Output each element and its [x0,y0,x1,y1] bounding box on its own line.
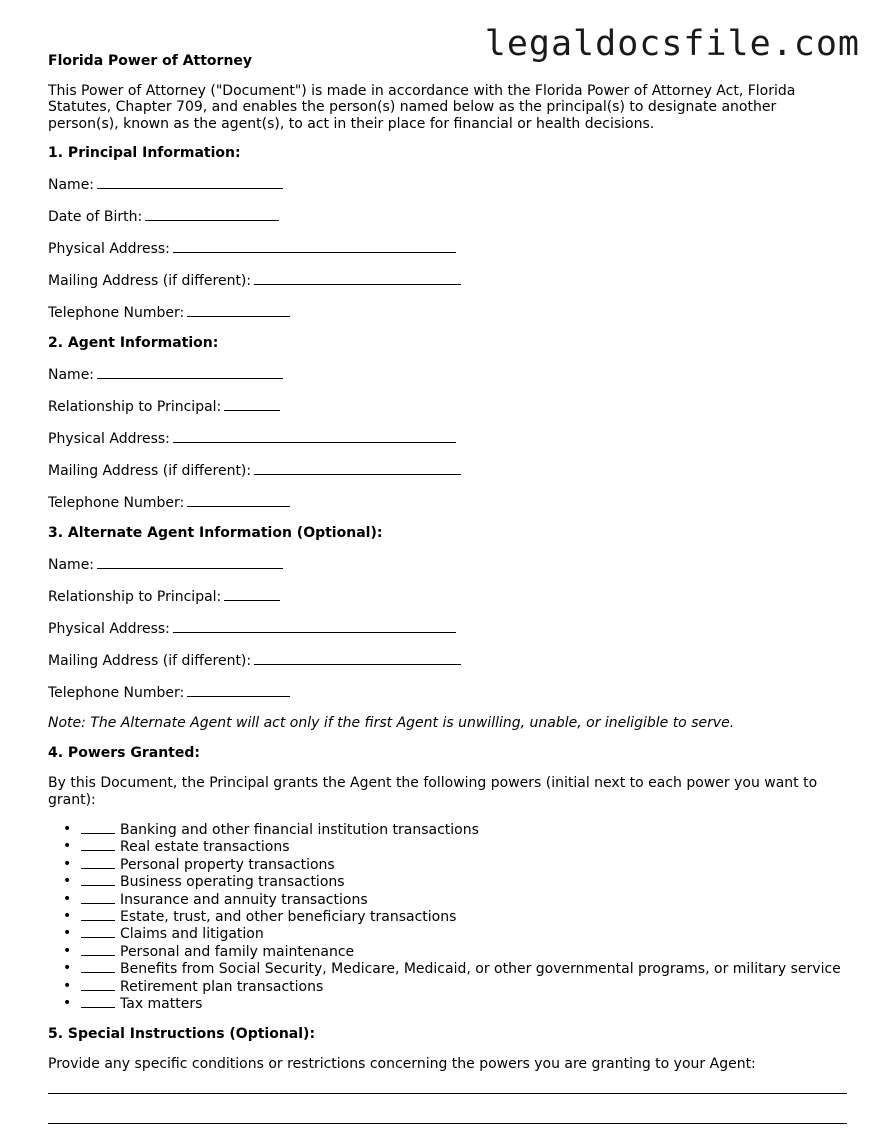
document-body [48,53,848,1124]
power-label: Personal and family maintenance [120,943,355,960]
list-item [81,908,848,925]
initial-blank[interactable] [81,891,115,904]
principal-dob-field [48,207,848,226]
alternate-agent-name-field [48,555,848,574]
power-label: Claims and litigation [120,926,264,943]
principal-name-blank[interactable] [97,175,283,189]
power-label: Benefits from Social Security, Medicare, Medicaid, or other governmental programs, or military service [120,961,841,978]
list-item [81,873,848,890]
principal-dob-blank[interactable] [145,207,279,221]
list-item [81,856,848,873]
initial-blank[interactable] [81,821,115,834]
initial-blank[interactable] [81,838,115,851]
field-label: Relationship to Principal: [48,399,222,415]
agent-mailing-address-field [48,461,848,480]
agent-mailing-address-blank[interactable] [254,461,461,475]
special-instructions-line-2[interactable] [48,1123,847,1124]
power-label: Business operating transactions [120,874,345,891]
list-item [81,821,848,838]
list-item [81,960,848,977]
field-label: Relationship to Principal: [48,589,222,605]
powers-list [48,821,848,1012]
list-item [81,978,848,995]
power-label: Banking and other financial institution transactions [120,822,479,838]
power-label: Tax matters [120,996,203,1013]
alternate-agent-phone-blank[interactable] [187,683,290,697]
principal-mailing-address-blank[interactable] [254,271,461,285]
alternate-agent-note: Note: The Alternate Agent will act only if the first Agent is unwilling, unable, or ineligible to serve. [48,715,735,731]
field-label: Telephone Number: [48,495,185,511]
list-item [81,838,848,855]
agent-phone-field [48,493,848,512]
initial-blank[interactable] [81,873,115,886]
field-label: Physical Address: [48,431,170,447]
watermark: legaldocsfile.com [484,24,860,64]
alternate-agent-name-blank[interactable] [97,555,283,569]
alternate-agent-mailing-address-field [48,651,848,670]
principal-phone-field [48,303,848,322]
power-label: Insurance and annuity transactions [120,891,368,908]
field-label: Physical Address: [48,241,170,257]
power-label: Personal property transactions [120,856,335,873]
alternate-agent-physical-address-blank[interactable] [173,619,456,633]
agent-name-blank[interactable] [97,365,283,379]
section-heading-powers: 4. Powers Granted: [48,745,200,761]
field-label: Mailing Address (if different): [48,463,252,479]
initial-blank[interactable] [81,908,115,921]
field-label: Name: [48,557,95,573]
field-label: Mailing Address (if different): [48,653,252,669]
principal-name-field [48,175,848,194]
initial-blank[interactable] [81,960,115,973]
section-heading-special-instructions: 5. Special Instructions (Optional): [48,1025,316,1042]
special-instructions-line-1[interactable] [48,1093,847,1094]
section-heading-alternate-agent: 3. Alternate Agent Information (Optional): [48,525,383,541]
field-label: Name: [48,177,95,193]
initial-blank[interactable] [81,978,115,991]
document-title: Florida Power of Attorney [48,53,253,69]
agent-phone-blank[interactable] [187,493,290,507]
principal-physical-address-field [48,239,848,258]
agent-physical-address-field [48,429,848,448]
principal-phone-blank[interactable] [187,303,290,317]
field-label: Mailing Address (if different): [48,273,252,289]
list-item [81,943,848,960]
alternate-agent-relationship-blank[interactable] [224,587,280,601]
field-label: Physical Address: [48,621,170,637]
field-label: Telephone Number: [48,685,185,701]
initial-blank[interactable] [81,943,115,956]
field-label: Date of Birth: [48,209,143,225]
initial-blank[interactable] [81,925,115,938]
agent-relationship-field [48,397,848,416]
alternate-agent-relationship-field [48,587,848,606]
power-label: Estate, trust, and other beneficiary transactions [120,909,457,926]
initial-blank[interactable] [81,856,115,869]
principal-physical-address-blank[interactable] [173,239,456,253]
list-item [81,925,848,942]
agent-name-field [48,365,848,384]
agent-relationship-blank[interactable] [224,397,280,411]
list-item [81,995,848,1012]
section-heading-agent: 2. Agent Information: [48,335,219,351]
initial-blank[interactable] [81,995,115,1008]
agent-physical-address-blank[interactable] [173,429,456,443]
power-label: Real estate transactions [120,839,290,856]
alternate-agent-physical-address-field [48,619,848,638]
principal-mailing-address-field [48,271,848,290]
special-instructions-intro: Provide any specific conditions or restrictions concerning the powers you are granting to your Agent: [48,1055,756,1072]
alternate-agent-mailing-address-blank[interactable] [254,651,461,665]
intro-paragraph: This Power of Attorney ("Document") is made in accordance with the Florida Power of Attorney Act, Florida Statutes, Chapter 709, and enables the person(s) named below as the principal(s) to designate another person(s), known as the agent(s), to act in their place for financial or health decisions. [48,82,796,132]
power-label: Retirement plan transactions [120,978,324,995]
section-heading-principal: 1. Principal Information: [48,145,241,161]
alternate-agent-phone-field [48,683,848,702]
powers-intro: By this Document, the Principal grants the Agent the following powers (initial next to each power you want to grant): [48,775,818,808]
field-label: Name: [48,367,95,383]
list-item [81,891,848,908]
field-label: Telephone Number: [48,305,185,321]
